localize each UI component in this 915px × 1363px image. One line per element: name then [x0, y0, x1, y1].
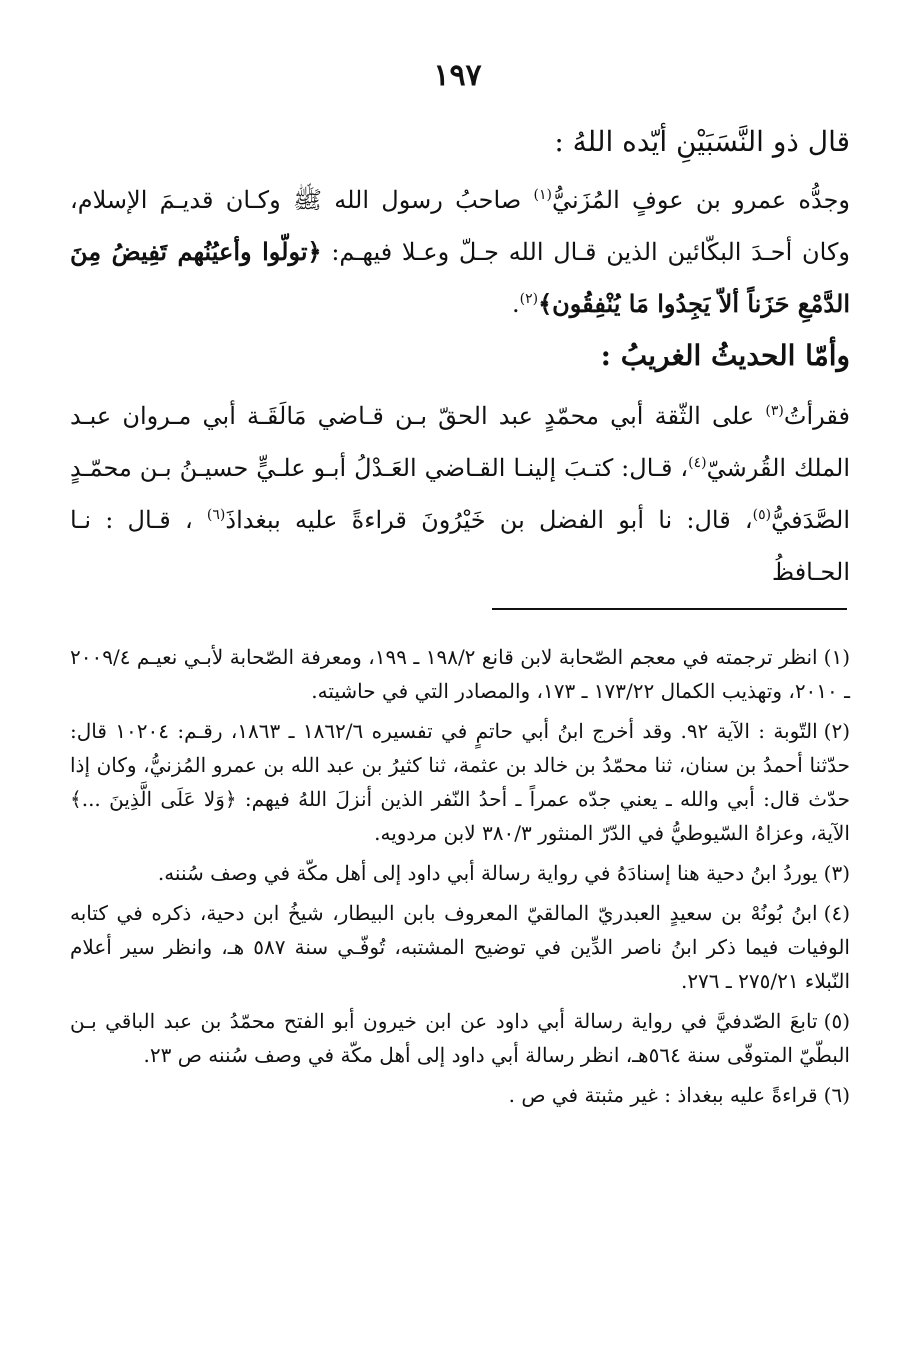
footnote-item — [70, 856, 850, 890]
footnote-text: تابعَ الصّدفيَّ في رواية رسالة أبي داود عن ابن خيرون أبو الفتح محمّدُ بن عبد الباقي بـن البطّيّ المتوفّى سنة ٥٦٤هـ، انظر رسالة أبي داود إلى أهل مكّة في وصف سُننه ص ٢٣. — [70, 1009, 850, 1067]
footnote-number: (٦) — [823, 1083, 850, 1107]
footnote-text: قراءةً عليه ببغداذ : غير مثبتة في ص . — [508, 1083, 818, 1107]
paragraph-text: . — [511, 290, 520, 318]
footnote-text: انظر ترجمته في معجم الصّحابة لابن قانع ١٩٨/٢ ـ ١٩٩، ومعرفة الصّحابة لأبـي نعيـم ٢٠٠٩/٤ ـ ٢٠١٠، وتهذيب الكمال ١٧٣/٢٢ ـ ١٧٣، والمصادر التي في حاشيته. — [70, 645, 850, 703]
paragraph-text: ، قـال : نـا الحـافظُ — [70, 506, 850, 586]
paragraph-text: فقرأتُ — [783, 402, 850, 430]
footnote-ref: (٢) — [519, 291, 539, 307]
footnote-text: يوردُ ابنُ دحية هنا إسنادَهُ في رواية رسالة أبي داود إلى أهل مكّة في وصف سُننه. — [157, 861, 818, 885]
footnote-item — [70, 1078, 850, 1112]
footnote-item — [70, 714, 850, 850]
section-heading: وأمّا الحديثُ الغريبُ : — [600, 339, 850, 372]
footnote-number: (٣) — [823, 861, 850, 885]
footnote-text: التّوبة : الآية ٩٢. وقد أخرج ابنُ أبي حاتمٍ في تفسيره ١٨٦٢/٦ ـ ١٨٦٣، رقـم: ١٠٢٠٤ قال: حدّثنا أحمدُ بن سنان، ثنا محمّدُ بن خالد بن عثمة، ثنا كثيرُ بن عبد الله بن عمرو المُزنيُّ، وكان إذا حدّث قال: أبي والله ـ يعني جدّه عمراً ـ أحدُ النّفر الذين أنزلَ اللهُ فيهم: ﴿وَلا عَلَى الَّذِينَ ...﴾ الآية، وعزاهُ السّيوطيُّ في الدّرّ المنثور ٣٨٠/٣ لابن مردويه. — [70, 719, 850, 845]
paragraph-lineage — [70, 174, 850, 330]
footnote-ref: (٤) — [688, 455, 707, 471]
footnote-ref: (٥) — [752, 507, 772, 523]
paragraph-text: ، قـال: كتـبَ إلينـا القـاضي العَـدْلُ أبـو علـيٍّ حسيـنُ بـن محمّـدٍ الصَّدَفيُّ — [70, 454, 851, 534]
footnote-number: (٢) — [823, 719, 851, 743]
paragraph-text: ، قال: نا أبو الفضل بن خَيْرُونَ قراءةً عليه ببغداذَ — [225, 506, 753, 534]
footnote-item — [70, 640, 850, 708]
footnote-item — [70, 1004, 850, 1072]
footnote-item — [70, 896, 850, 998]
footnote-number: (٤) — [823, 901, 850, 925]
footnote-divider — [492, 608, 847, 610]
footnote-ref: (٦) — [206, 507, 226, 523]
footnotes — [70, 640, 850, 1118]
quran-verse: ﴿تولّوا وأعيُنُهم تَفِيضُ مِنَ الدَّمْعِ حَزَناً ألاّ يَجِدُوا مَا يُنْفِقُون﴾ — [70, 237, 850, 318]
footnote-text: ابنُ بُونُهْ بن سعيدٍ العبدريّ المالقيّ المعروف بابن البيطار، شيخُ ابن دحية، ذكره في كتابه الوفيات فيما ذكر ابنُ ناصر الدِّين في توضيح المشتبه، تُوفّـي سنة ٥٨٧ هـ، وانظر سير أعلام النّبلاء ٢٧٥/٢١ ـ ٢٧٦. — [70, 901, 850, 993]
paragraph-text: صاحبُ رسول الله ﷺ وكـان قديـمَ الإسلام، وكان أحـدَ البكّائين الذين قـال الله جـلّ وعـلا فيهـم: — [70, 186, 850, 266]
footnote-ref: (١) — [533, 187, 552, 203]
paragraph-isnad — [70, 390, 850, 598]
author-heading: قال ذو النَّسَبَيْنِ أيّده اللهُ : — [554, 125, 850, 158]
page-number: ١٩٧ — [433, 58, 482, 93]
main-text — [70, 120, 850, 598]
paragraph-text: وجدُّه عمرو بن عوفٍ المُزَنيُّ — [551, 186, 851, 214]
footnote-number: (٥) — [823, 1009, 850, 1033]
paragraph-text: على الثّقة أبي محمّدٍ عبد الحقّ بـن قـاضي مَالَقَـة أبي مـروان عبـد الملك القُرشيّ — [70, 402, 850, 482]
footnote-ref: (٣) — [765, 403, 784, 419]
footnote-number: (١) — [823, 645, 850, 669]
